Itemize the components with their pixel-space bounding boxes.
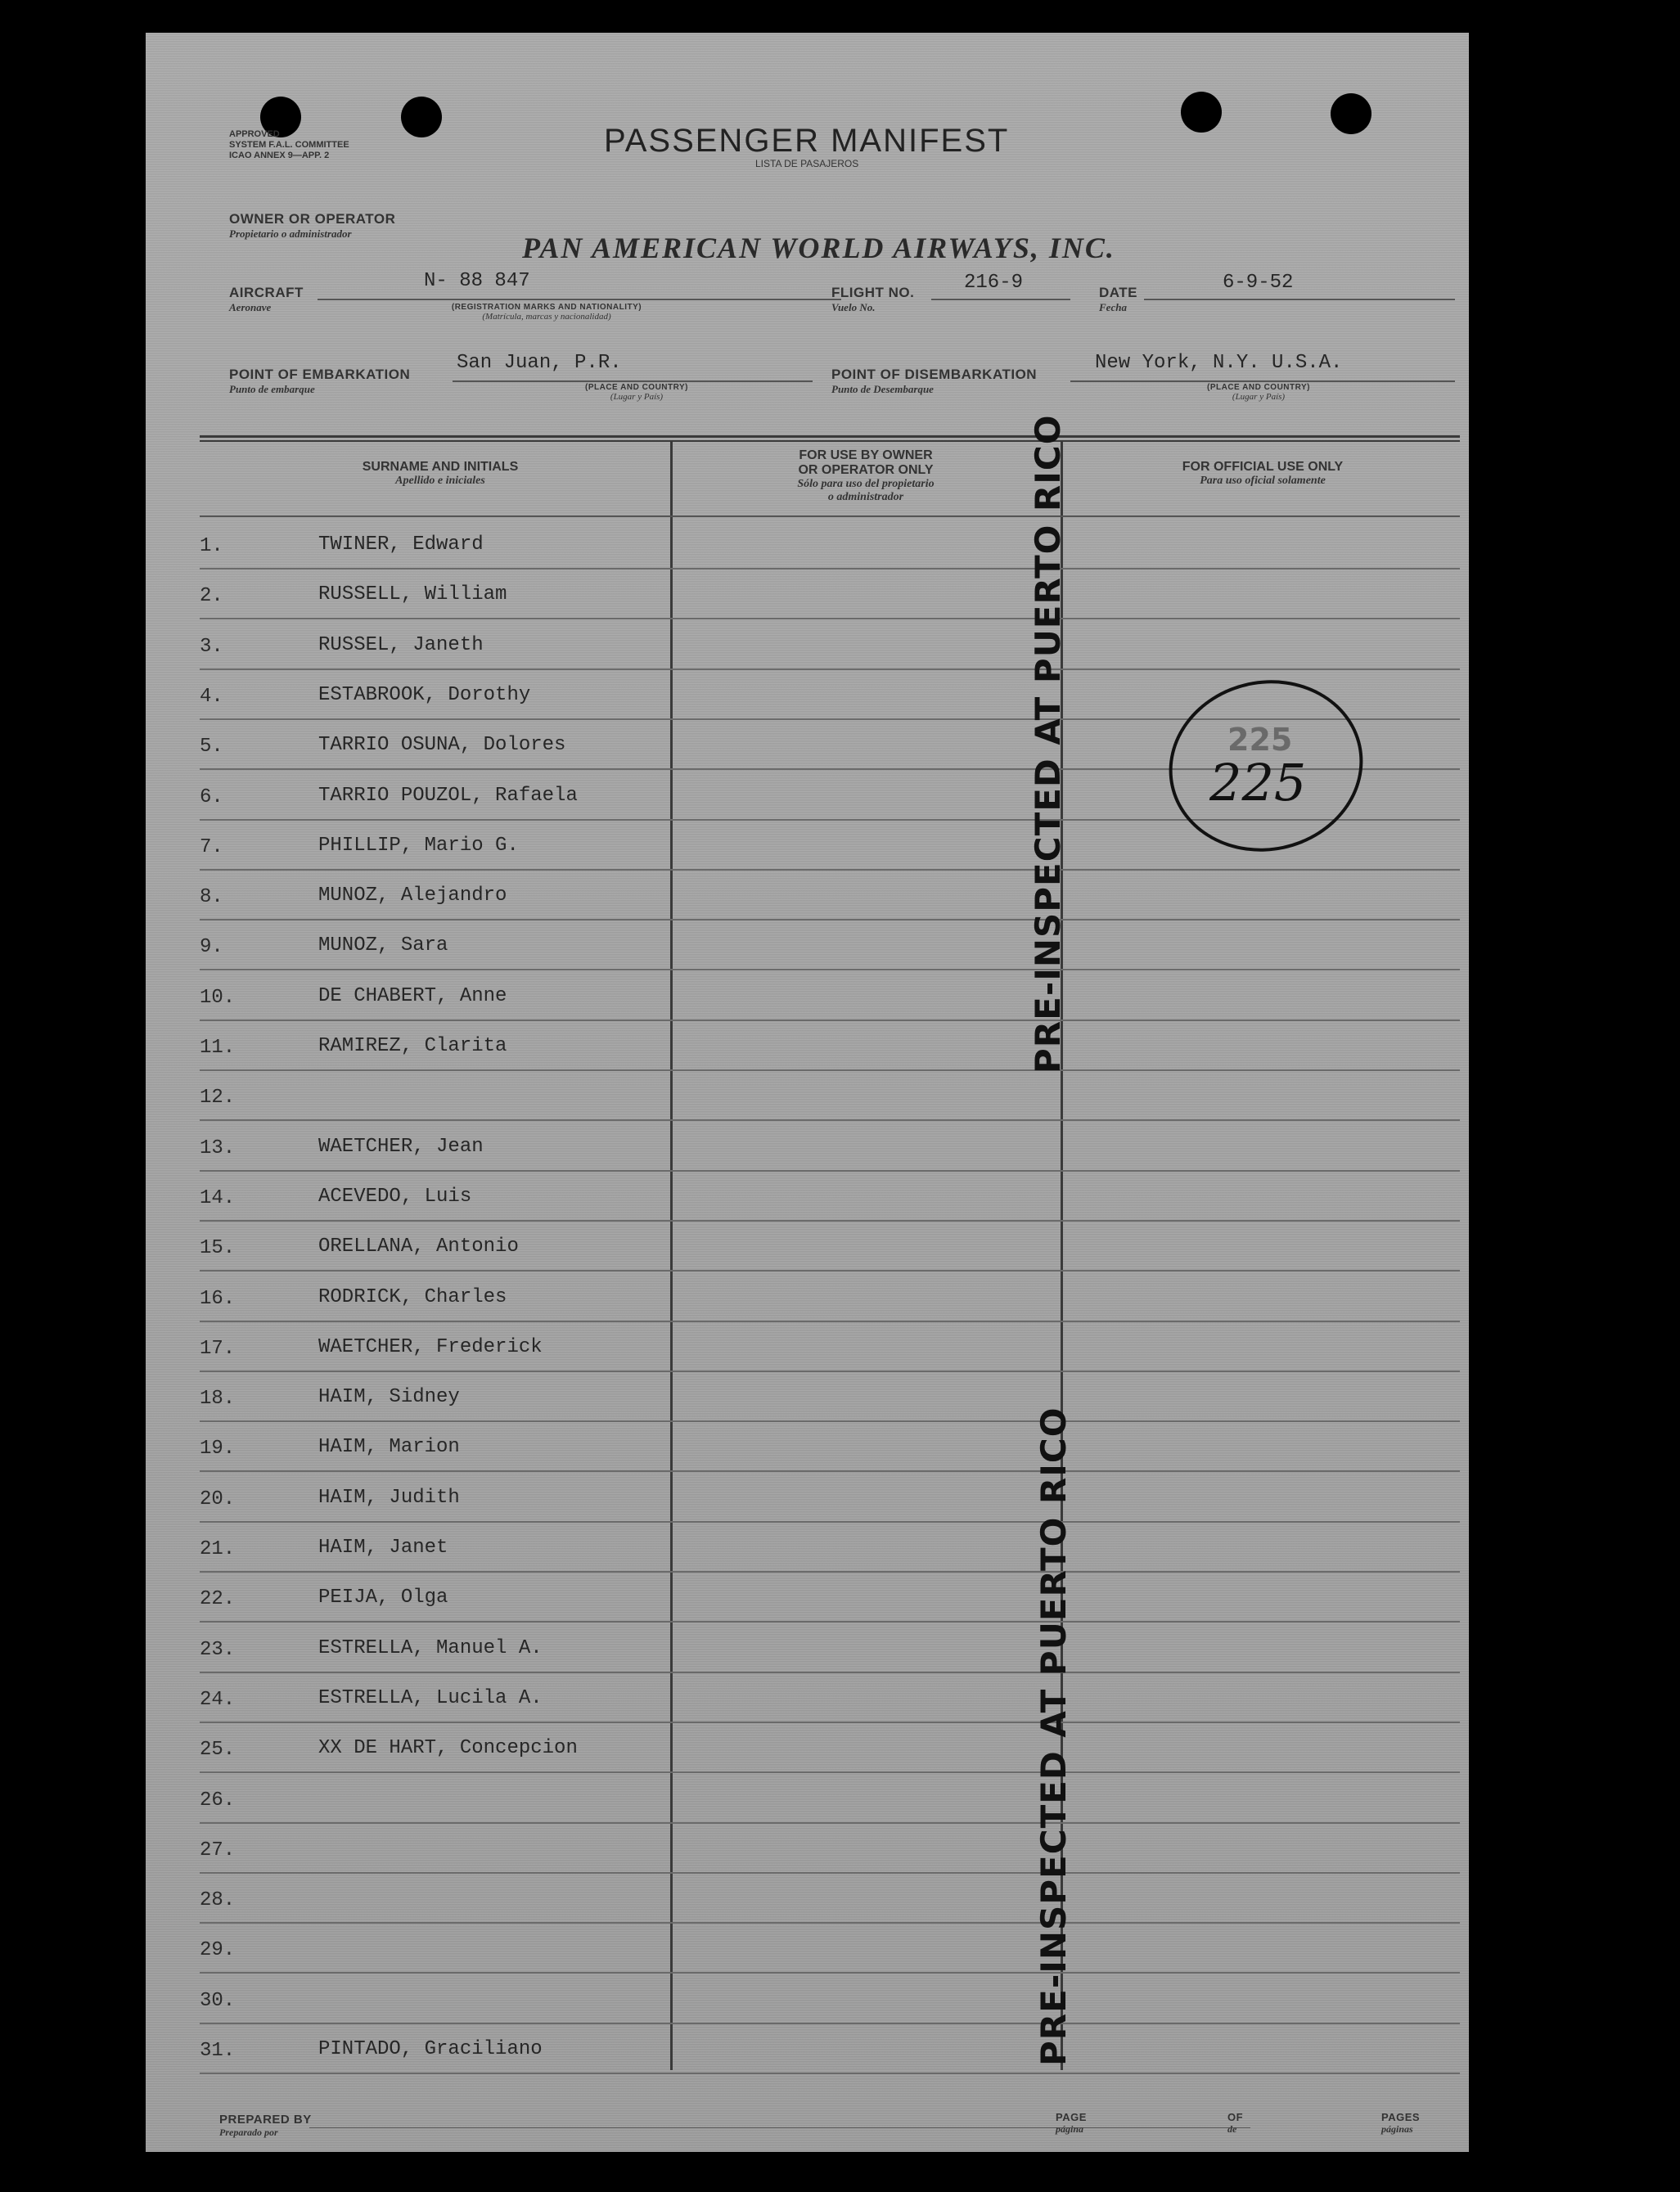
prepared-by-line	[309, 2127, 1250, 2128]
row-rule	[200, 869, 1460, 871]
of-label-es: de	[1227, 2123, 1237, 2135]
passenger-name: HAIM, Marion	[318, 1436, 460, 1459]
row-rule	[200, 1019, 1460, 1021]
embarkation-label: POINT OF EMBARKATION	[229, 367, 411, 382]
passenger-name: PINTADO, Graciliano	[318, 2038, 543, 2060]
row-number: 24.	[200, 1688, 236, 1711]
passenger-name: ORELLANA, Antonio	[318, 1236, 519, 1258]
prepared-by-label-es: Preparado por	[219, 2127, 278, 2138]
operator-label: OWNER OR OPERATOR	[229, 211, 396, 227]
row-number: 13.	[200, 1137, 236, 1159]
row-number: 19.	[200, 1438, 236, 1461]
punch-hole-right-2	[1331, 93, 1371, 134]
approval-block	[229, 129, 349, 161]
row-number: 8.	[200, 886, 223, 909]
table-row	[200, 1477, 1460, 1526]
row-number: 15.	[200, 1237, 236, 1260]
manifest-sheet	[146, 33, 1469, 2152]
disembarkation-value: New York, N.Y. U.S.A.	[1095, 352, 1343, 374]
aircraft-note-block	[424, 303, 669, 322]
row-number: 31.	[200, 2040, 236, 2062]
row-number: 30.	[200, 1989, 236, 2012]
row-number: 18.	[200, 1388, 236, 1411]
row-number: 4.	[200, 685, 223, 708]
row-rule	[200, 1872, 1460, 1874]
owner-header-es-1: Sólo para uso del propietario	[797, 478, 935, 490]
table-row	[200, 624, 1460, 673]
column-header-surname	[244, 460, 637, 488]
operator-label-es: Propietario o administrador	[229, 227, 352, 240]
of-label: OF	[1227, 2111, 1244, 2123]
date-underline	[1144, 299, 1455, 300]
disembarkation-label-block	[831, 367, 1037, 396]
row-rule	[200, 1470, 1460, 1472]
passenger-name: PHILLIP, Mario G.	[318, 834, 519, 857]
passenger-name: ESTRELLA, Manuel A.	[318, 1636, 543, 1659]
official-header-es: Para uso oficial solamente	[1200, 475, 1326, 487]
row-number: 5.	[200, 736, 223, 758]
table-row	[200, 1978, 1460, 2028]
row-rule	[200, 1521, 1460, 1523]
passenger-name: TARRIO POUZOL, Rafaela	[318, 784, 578, 807]
page-label-block	[1056, 2111, 1087, 2136]
row-number: 11.	[200, 1037, 236, 1059]
table-top-rule-2	[200, 440, 1460, 442]
row-number: 25.	[200, 1739, 236, 1762]
column-header-official	[1066, 460, 1459, 488]
table-row	[200, 1577, 1460, 1626]
row-number: 3.	[200, 635, 223, 658]
passenger-name: XX DE HART, Concepcion	[318, 1737, 578, 1760]
official-header: FOR OFFICIAL USE ONLY	[1182, 460, 1344, 474]
passenger-name: RAMIREZ, Clarita	[318, 1035, 507, 1057]
row-rule	[200, 1420, 1460, 1422]
table-row	[200, 1828, 1460, 1877]
passenger-name: ESTABROOK, Dorothy	[318, 683, 531, 706]
row-rule	[200, 1321, 1460, 1322]
table-row	[200, 1878, 1460, 1927]
table-row	[200, 1677, 1460, 1726]
table-row	[200, 2028, 1460, 2077]
row-rule	[200, 1822, 1460, 1824]
page-label-es: página	[1056, 2123, 1084, 2135]
aircraft-value: N- 88 847	[424, 270, 530, 292]
owner-header-2: OR OPERATOR ONLY	[798, 463, 934, 477]
flight-value: 216-9	[964, 272, 1024, 294]
aircraft-label-block	[229, 285, 304, 314]
row-rule	[200, 568, 1460, 569]
table-row	[200, 975, 1460, 1024]
embarkation-note-es: (Lugar y País)	[610, 392, 664, 402]
table-row	[200, 1527, 1460, 1576]
passenger-name: RUSSEL, Janeth	[318, 633, 484, 656]
operator-name: PAN AMERICAN WORLD AIRWAYS, INC.	[522, 232, 1115, 264]
owner-header-es-2: o administrador	[827, 491, 904, 503]
row-number: 16.	[200, 1287, 236, 1310]
disembarkation-label-es: Punto de Desembarque	[831, 383, 934, 395]
aircraft-label: AIRCRAFT	[229, 285, 304, 300]
table-row	[200, 1326, 1460, 1375]
official-number-printed: 225	[1227, 722, 1293, 758]
punch-hole-right-1	[1181, 92, 1222, 133]
row-rule	[200, 668, 1460, 670]
row-number: 23.	[200, 1638, 236, 1661]
prepared-by-label: PREPARED BY	[219, 2113, 312, 2127]
aircraft-underline	[318, 299, 841, 300]
passenger-name: MUNOZ, Alejandro	[318, 884, 507, 907]
disembarkation-note: (PLACE AND COUNTRY)	[1207, 383, 1310, 392]
header-bottom-rule	[200, 515, 1460, 517]
table-row	[200, 524, 1460, 573]
table-row	[200, 1778, 1460, 1827]
row-number: 29.	[200, 1939, 236, 1962]
surname-header: SURNAME AND INITIALS	[362, 460, 519, 474]
operator-label-block	[229, 211, 395, 241]
passenger-name: ESTRELLA, Lucila A.	[318, 1686, 543, 1709]
row-rule	[200, 1972, 1460, 1974]
row-number: 20.	[200, 1488, 236, 1510]
pages-label-block	[1381, 2111, 1420, 2136]
row-number: 27.	[200, 1839, 236, 1861]
row-rule	[200, 1069, 1460, 1071]
row-rule	[200, 1771, 1460, 1773]
row-number: 14.	[200, 1186, 236, 1209]
punch-hole-left-2	[401, 97, 442, 137]
column-header-owner	[678, 448, 1054, 504]
embarkation-note-block	[547, 383, 727, 402]
row-rule	[200, 618, 1460, 619]
table-row	[200, 1627, 1460, 1677]
table-row	[200, 875, 1460, 924]
embarkation-label-block	[229, 367, 410, 396]
passenger-name: HAIM, Judith	[318, 1486, 460, 1509]
row-rule	[200, 969, 1460, 970]
embarkation-note: (PLACE AND COUNTRY)	[585, 383, 688, 392]
row-rule	[200, 1119, 1460, 1121]
passenger-name: RODRICK, Charles	[318, 1285, 507, 1308]
passenger-name: RUSSELL, William	[318, 583, 507, 606]
row-rule	[200, 1270, 1460, 1272]
row-rule	[200, 1621, 1460, 1623]
approval-line-1: APPROVED	[229, 129, 280, 139]
row-rule	[200, 1922, 1460, 1924]
table-row	[200, 1276, 1460, 1326]
date-label-block	[1099, 285, 1137, 314]
table-row	[200, 1226, 1460, 1275]
preinspected-stamp-lower: PRE-INSPECTED AT PUERTO RICO	[1034, 1407, 1074, 2066]
passenger-name: ACEVEDO, Luis	[318, 1185, 472, 1208]
disembarkation-note-block	[1169, 383, 1349, 402]
aircraft-note: (REGISTRATION MARKS AND NATIONALITY)	[451, 303, 642, 312]
flight-label-es: Vuelo No.	[831, 301, 876, 313]
pages-label-es: páginas	[1381, 2123, 1413, 2135]
row-number: 17.	[200, 1337, 236, 1360]
page-title: PASSENGER MANIFEST	[604, 123, 1010, 159]
row-rule	[200, 1672, 1460, 1673]
row-number: 21.	[200, 1538, 236, 1560]
aircraft-label-es: Aeronave	[229, 301, 272, 313]
row-number: 9.	[200, 936, 223, 959]
passenger-name: TWINER, Edward	[318, 533, 484, 556]
disembarkation-label: POINT OF DISEMBARKATION	[831, 367, 1038, 382]
row-rule	[200, 919, 1460, 920]
flight-label: FLIGHT NO.	[831, 285, 915, 300]
date-label: DATE	[1099, 285, 1138, 300]
passenger-name: TARRIO OSUNA, Dolores	[318, 734, 566, 757]
embarkation-underline	[453, 380, 813, 382]
table-row	[200, 1426, 1460, 1475]
row-number: 7.	[200, 835, 223, 858]
row-number: 12.	[200, 1087, 236, 1110]
row-rule	[200, 1220, 1460, 1222]
passenger-name: DE CHABERT, Anne	[318, 984, 507, 1007]
row-number: 28.	[200, 1889, 236, 1912]
table-row	[200, 1025, 1460, 1074]
table-top-rule	[200, 435, 1460, 438]
row-number: 26.	[200, 1789, 236, 1812]
table-row	[200, 1376, 1460, 1425]
row-rule	[200, 2073, 1460, 2074]
table-row	[200, 1176, 1460, 1225]
disembarkation-note-es: (Lugar y País)	[1232, 392, 1286, 402]
page-subtitle: LISTA DE PASAJEROS	[755, 158, 859, 169]
flight-underline	[931, 299, 1070, 300]
approval-line-2: SYSTEM F.A.L. COMMITTEE	[229, 140, 349, 150]
flight-label-block	[831, 285, 914, 314]
row-rule	[200, 1371, 1460, 1372]
official-number-handwritten: 225	[1209, 753, 1307, 812]
passenger-name: WAETCHER, Jean	[318, 1135, 484, 1158]
preinspected-stamp-upper: PRE-INSPECTED AT PUERTO RICO	[1028, 414, 1068, 1073]
page-label: PAGE	[1056, 2111, 1087, 2123]
table-row	[200, 1075, 1460, 1124]
row-number: 10.	[200, 986, 236, 1009]
prepared-by-block	[219, 2113, 312, 2139]
approval-line-3: ICAO ANNEX 9—APP. 2	[229, 151, 330, 160]
table-row	[200, 1126, 1460, 1175]
table-row	[200, 925, 1460, 974]
table-row	[200, 574, 1460, 623]
passenger-name: HAIM, Sidney	[318, 1386, 460, 1409]
disembarkation-underline	[1070, 380, 1455, 382]
passenger-name: WAETCHER, Frederick	[318, 1335, 543, 1358]
row-rule	[200, 2023, 1460, 2024]
of-label-block	[1227, 2111, 1243, 2136]
pages-label: PAGES	[1381, 2111, 1421, 2123]
date-value: 6-9-52	[1223, 272, 1294, 294]
row-number: 6.	[200, 785, 223, 808]
embarkation-value: San Juan, P.R.	[457, 352, 622, 374]
row-rule	[200, 1170, 1460, 1172]
owner-header-1: FOR USE BY OWNER	[799, 448, 933, 462]
row-rule	[200, 1571, 1460, 1573]
surname-header-es: Apellido e iniciales	[395, 475, 485, 487]
embarkation-label-es: Punto de embarque	[229, 383, 315, 395]
passenger-name: MUNOZ, Sara	[318, 934, 448, 957]
aircraft-note-es: (Matrícula, marcas y nacionalidad)	[482, 312, 611, 322]
row-number: 2.	[200, 585, 223, 608]
passenger-name: PEIJA, Olga	[318, 1587, 448, 1609]
table-row	[200, 1928, 1460, 1977]
date-label-es: Fecha	[1099, 301, 1127, 313]
passenger-name: HAIM, Janet	[318, 1537, 448, 1559]
row-number: 22.	[200, 1588, 236, 1611]
row-rule	[200, 1722, 1460, 1723]
row-number: 1.	[200, 535, 223, 557]
table-row	[200, 1727, 1460, 1776]
